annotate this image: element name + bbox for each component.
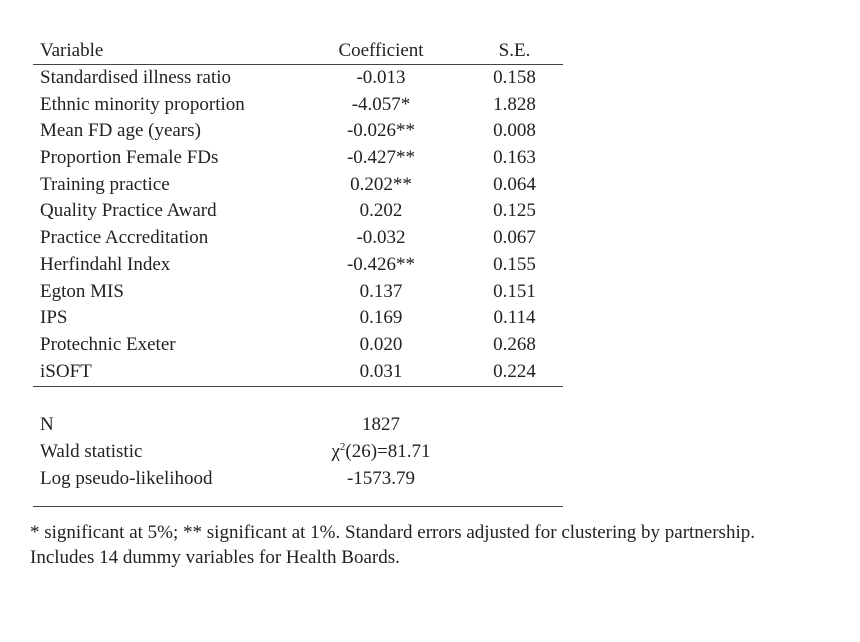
row-variable: Practice Accreditation [40, 227, 209, 249]
row-se: 0.268 [493, 333, 536, 355]
stat-row-loglik [33, 465, 563, 492]
row-coefficient: -0.026** [346, 120, 416, 142]
summary-stats [33, 411, 563, 492]
row-se: 1.828 [493, 93, 536, 115]
row-se: 0.151 [493, 280, 536, 302]
row-se: 0.224 [493, 360, 536, 382]
row-coefficient: -0.013 [356, 67, 406, 88]
row-variable: Ethnic minority proportion [40, 93, 245, 115]
table-row [33, 305, 563, 332]
row-variable: Mean FD age (years) [40, 120, 201, 142]
footnote-line-2: Includes 14 dummy variables for Health Boards. [30, 547, 400, 568]
row-coefficient: -0.032 [356, 227, 406, 249]
footnote-line-1: * significant at 5%; ** significant at 1%. Standard errors adjusted for clustering by partnership. [30, 522, 755, 543]
row-coefficient: -0.426** [346, 253, 416, 275]
header-se: S.E. [498, 40, 531, 61]
row-coefficient: 0.031 [359, 360, 403, 382]
table-row [33, 198, 563, 225]
row-variable: Herfindahl Index [40, 253, 171, 275]
row-coefficient: 0.202 [359, 200, 403, 222]
footnote [30, 520, 850, 570]
table-row [33, 172, 563, 199]
regression-table [33, 38, 563, 507]
table-row [33, 359, 563, 386]
table-row [33, 65, 563, 92]
row-se: 0.163 [493, 147, 536, 169]
row-coefficient: 0.137 [359, 280, 403, 302]
row-se: 0.158 [493, 67, 536, 88]
stat-label-n: N [40, 414, 54, 436]
table-row [33, 332, 563, 359]
row-variable: Quality Practice Award [40, 200, 217, 222]
row-coefficient: 0.169 [359, 307, 403, 329]
row-se: 0.125 [493, 200, 536, 222]
chi-symbol: χ [331, 441, 340, 463]
row-coefficient: 0.202** [350, 173, 412, 195]
row-variable: Proportion Female FDs [40, 147, 219, 169]
table-row [33, 92, 563, 119]
row-variable: Standardised illness ratio [40, 67, 232, 88]
stat-label-loglik: Log pseudo-likelihood [40, 468, 213, 490]
table-row [33, 252, 563, 279]
table-body [33, 65, 563, 385]
wald-value: (26)=81.71 [345, 441, 431, 463]
stat-row-n [33, 411, 563, 438]
footnote-rule [33, 506, 563, 507]
row-coefficient: -4.057* [351, 93, 411, 115]
row-variable: iSOFT [40, 360, 92, 382]
table-row [33, 118, 563, 145]
stat-value-n: 1827 [362, 414, 400, 436]
table-row [33, 145, 563, 172]
row-coefficient: -0.427** [346, 147, 416, 169]
stat-value-loglik: -1573.79 [346, 468, 416, 490]
row-variable: IPS [40, 307, 68, 329]
row-variable: Egton MIS [40, 280, 124, 302]
table-row [33, 279, 563, 306]
row-se: 0.064 [493, 173, 536, 195]
row-variable: Protechnic Exeter [40, 333, 176, 355]
header-coefficient: Coefficient [338, 40, 424, 61]
row-variable: Training practice [40, 173, 170, 195]
row-se: 0.114 [493, 307, 536, 329]
row-se: 0.067 [493, 227, 536, 249]
row-se: 0.008 [493, 120, 536, 142]
stat-value-wald [316, 438, 446, 468]
stat-label-wald: Wald statistic [40, 441, 143, 463]
row-se: 0.155 [493, 253, 536, 275]
chi-degree-superscript: 2 [339, 441, 346, 454]
table-header [33, 38, 563, 64]
table-row [33, 225, 563, 252]
row-coefficient: 0.020 [359, 333, 403, 355]
header-variable: Variable [40, 40, 104, 61]
stat-row-wald [33, 438, 563, 465]
